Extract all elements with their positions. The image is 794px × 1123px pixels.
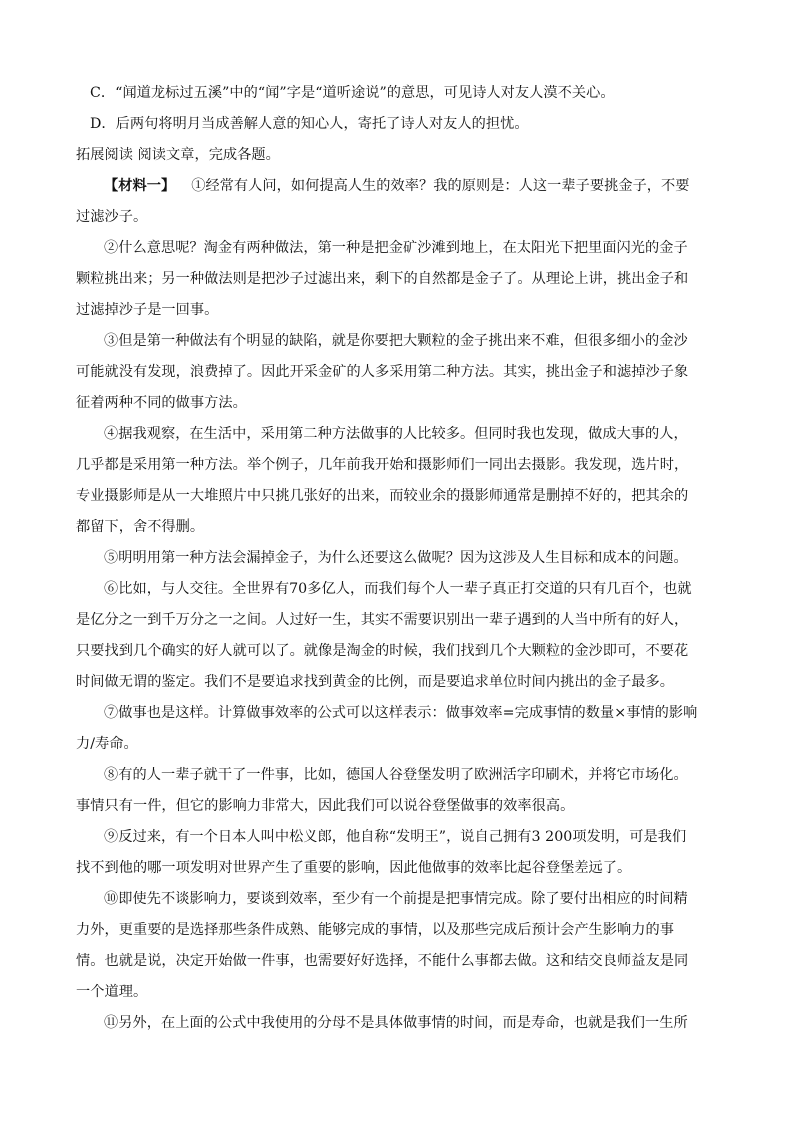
paragraph-line: 专业摄影师是从一大堆照片中只挑几张好的出来，而较业余的摄影师通常是删掉不好的，把其余的 <box>76 488 689 504</box>
option-c: C．“闻道龙标过五溪”中的“闻”字是“道听途说”的意思，可见诗人对友人漠不关心。 <box>90 85 615 101</box>
paragraph-line: ②什么意思呢？淘金有两种做法，第一种是把金矿沙滩到地上，在太阳光下把里面闪光的金子 <box>104 240 688 256</box>
paragraph-line: ③但是第一种做法有个明显的缺陷，就是你要把大颗粒的金子挑出来不难，但很多细小的金沙 <box>104 333 688 349</box>
paragraph-line: 都留下，舍不得删。 <box>76 519 205 535</box>
paragraph-line: 几乎都是采用第一种方法。举个例子，几年前我开始和摄影师们一同出去摄影。我发现，选片时， <box>76 457 689 473</box>
paragraph-line: ⑦做事也是这样。计算做事效率的公式可以这样表示：做事效率=完成事情的数量×事情的影响 <box>104 705 698 721</box>
paragraph-line: 一个道理。 <box>76 984 148 1000</box>
paragraph-line: 力外，更重要的是选择那些条件成熟、能够完成的事情，以及那些完成后预计会产生影响力的事 <box>76 922 674 938</box>
paragraph-line: 过滤沙子。 <box>76 209 148 225</box>
paragraph-line: 情。也就是说，决定开始做一件事，也需要好好选择，不能什么事都去做。这和结交良师益友是同 <box>76 953 689 969</box>
paragraph-line: 颗粒挑出来；另一种做法则是把沙子过滤出来，剩下的自然都是金子了。从理论上讲，挑出金子和 <box>76 271 689 287</box>
paragraph-line: ④据我观察，在生活中，采用第二种方法做事的人比较多。但同时我也发现，做成大事的人， <box>104 426 688 442</box>
paragraph-line: ⑨反过来，有一个日本人叫中松义郎，他自称“发明王”，说自己拥有3 200项发明，可是我们 <box>104 829 687 845</box>
paragraph-line: ⑪另外，在上面的公式中我使用的分母不是具体做事情的时间，而是寿命，也就是我们一生所 <box>104 1015 688 1031</box>
paragraph-line: ⑩即使先不谈影响力，要谈到效率，至少有一个前提是把事情完成。除了要付出相应的时间精 <box>104 891 688 907</box>
section-heading: 拓展阅读 阅读文章，完成各题。 <box>76 147 280 163</box>
paragraph-line: 只要找到几个确实的好人就可以了。就像是淘金的时候，我们找到几个大颗粒的金沙即可，不要花 <box>76 643 689 659</box>
paragraph-line: 时间做无谓的鉴定。我们不是要追求找到黄金的比例，而是要追求单位时间内挑出的金子最多。 <box>76 674 674 690</box>
paragraph-line: ①经常有人问，如何提高人生的效率？我的原则是：人这一辈子要挑金子，不要 <box>191 178 690 194</box>
paragraph-line: 征着两种不同的做事方法。 <box>76 395 247 411</box>
paragraph-line: 可能就没有发现，浪费掉了。因此开采金矿的人多采用第二种方法。其实，挑出金子和滤掉沙子象 <box>76 364 689 380</box>
material-tag: 【材料一】 <box>104 178 176 194</box>
paragraph-line: 找不到他的哪一项发明对世界产生了重要的影响，因此他做事的效率比起谷登堡差远了。 <box>76 860 632 876</box>
paragraph-line: 力/寿命。 <box>76 736 138 752</box>
paragraph-line: ⑧有的人一辈子就干了一件事，比如，德国人谷登堡发明了欧洲活字印刷术，并将它市场化。 <box>104 767 688 783</box>
document-body <box>76 78 721 1039</box>
paragraph-line: 是亿分之一到千万分之一之间。人过好一生，其实不需要识别出一辈子遇到的人当中所有的好人， <box>76 612 689 628</box>
paragraph-line: ⑥比如，与人交往。全世界有70多亿人，而我们每个人一辈子真正打交道的只有几百个，也就 <box>104 581 692 597</box>
option-d: D．后两句将明月当成善解人意的知心人，寄托了诗人对友人的担忧。 <box>90 116 529 132</box>
paragraph-line: 事情只有一件，但它的影响力非常大，因此我们可以说谷登堡做事的效率很高。 <box>76 798 575 814</box>
paragraph-line: ⑤明明用第一种方法会漏掉金子，为什么还要这么做呢？因为这涉及人生目标和成本的问题。 <box>104 550 688 566</box>
material-one-first-line <box>76 171 721 202</box>
paragraph-line: 过滤掉沙子是一回事。 <box>76 302 219 318</box>
